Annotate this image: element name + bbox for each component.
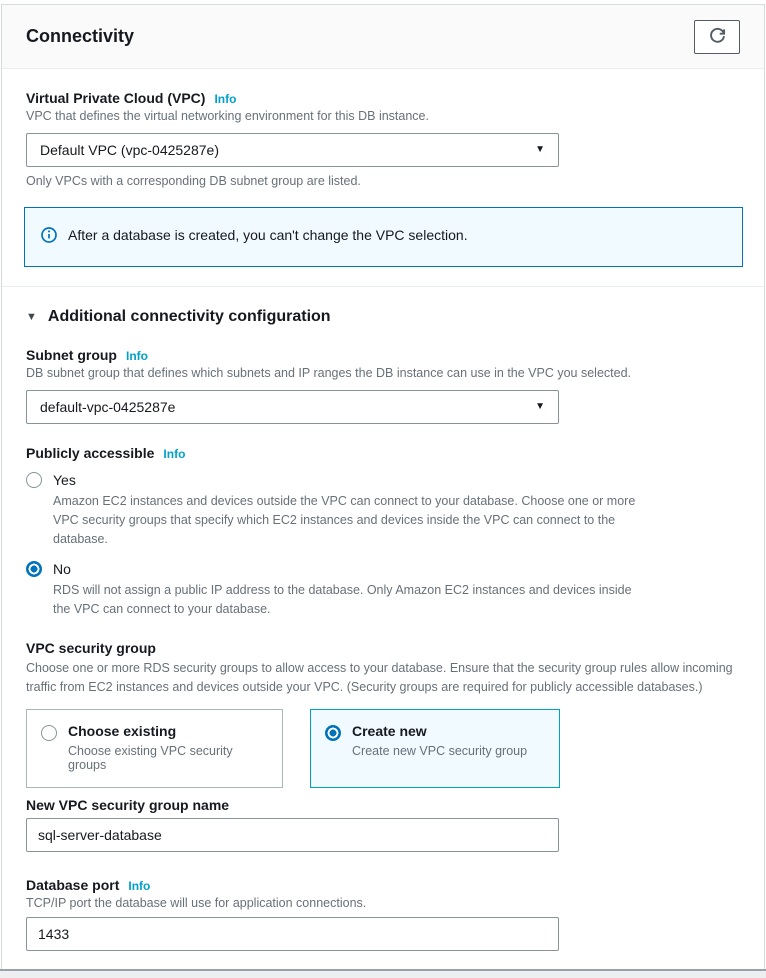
vpc-select-value: Default VPC (vpc-0425287e) <box>40 141 219 158</box>
alert-text: After a database is created, you can't change the VPC selection. <box>68 226 468 243</box>
new-security-group-name-input[interactable] <box>26 818 559 852</box>
new-security-group-name-label: New VPC security group name <box>26 796 230 813</box>
publicly-accessible-option-yes <box>26 472 740 550</box>
chevron-down-icon: ▼ <box>535 144 545 155</box>
refresh-icon <box>709 27 726 47</box>
vpc-security-group-field-group <box>26 640 740 852</box>
vpc-select[interactable] <box>26 133 559 167</box>
page-background-strip <box>0 969 766 978</box>
radio-unselected-icon[interactable] <box>41 725 57 741</box>
vpc-description: VPC that defines the virtual networking environment for this DB instance. <box>26 109 429 123</box>
connectivity-panel <box>1 4 765 969</box>
panel-header <box>2 5 764 69</box>
additional-connectivity-expander[interactable] <box>26 308 740 326</box>
publicly-accessible-field-group <box>26 445 740 620</box>
vpc-security-group-description: Choose one or more RDS security groups to allow access to your database. Ensure that the security group rules allow incoming traffic from EC2 instances and devices outside your VPC. (Security groups are required for publicly accessible databases.) <box>26 661 733 695</box>
info-circle-icon <box>41 226 57 249</box>
vpc-label: Virtual Private Cloud (VPC) <box>26 90 206 106</box>
vpc-helper-text: Only VPCs with a corresponding DB subnet group are listed. <box>26 173 361 188</box>
subnet-group-description: DB subnet group that defines which subnets and IP ranges the DB instance can use in the VPC you selected. <box>26 366 632 381</box>
radio-no-description: RDS will not assign a public IP address to the database. Only Amazon EC2 instances and devices inside the VPC can connect to your database. <box>53 582 632 617</box>
vpc-field-group <box>26 90 740 188</box>
expander-caret-icon: ▼ <box>26 311 37 324</box>
subnet-group-label: Subnet group <box>26 347 117 364</box>
radio-selected-icon[interactable] <box>26 561 42 577</box>
radio-selected-icon[interactable] <box>325 725 341 741</box>
section-divider <box>2 286 764 287</box>
database-port-input[interactable] <box>26 917 559 951</box>
publicly-accessible-option-no <box>26 561 740 620</box>
chevron-down-icon: ▼ <box>535 401 545 413</box>
tile-create-new[interactable]: Create new Create new VPC security group <box>310 709 560 788</box>
additional-connectivity-title: Additional connectivity configuration <box>47 308 331 326</box>
publicly-accessible-label: Publicly accessible <box>26 444 155 461</box>
vpc-change-alert <box>24 207 743 268</box>
page-title: Connectivity <box>26 26 135 46</box>
vpc-info-link[interactable]: Info <box>214 92 237 106</box>
vpc-security-group-tiles <box>26 709 740 788</box>
vpc-security-group-label: VPC security group <box>26 640 156 657</box>
radio-yes[interactable]: Yes <box>26 472 740 488</box>
database-port-info-link[interactable]: Info <box>128 878 151 893</box>
subnet-group-select-value: default-vpc-0425287e <box>40 398 176 415</box>
subnet-group-info-link[interactable]: Info <box>126 349 148 364</box>
subnet-group-select[interactable] <box>26 390 559 424</box>
radio-yes-description: Amazon EC2 instances and devices outside the VPC can connect to your database. Choose one or more VPC security groups that specify which EC2 instances and devices inside the VPC can connect to the database. <box>53 493 636 547</box>
tile-choose-existing[interactable]: Choose existing Choose existing VPC security groups <box>26 709 283 788</box>
panel-body <box>2 69 764 969</box>
database-port-label: Database port <box>26 876 120 893</box>
database-port-description: TCP/IP port the database will use for application connections. <box>26 895 367 910</box>
radio-no[interactable]: No <box>26 561 740 577</box>
radio-unselected-icon[interactable] <box>26 472 42 488</box>
database-port-field-group <box>26 877 740 952</box>
subnet-group-field-group <box>26 347 740 424</box>
refresh-button[interactable] <box>694 20 740 54</box>
publicly-accessible-info-link[interactable]: Info <box>163 446 186 461</box>
